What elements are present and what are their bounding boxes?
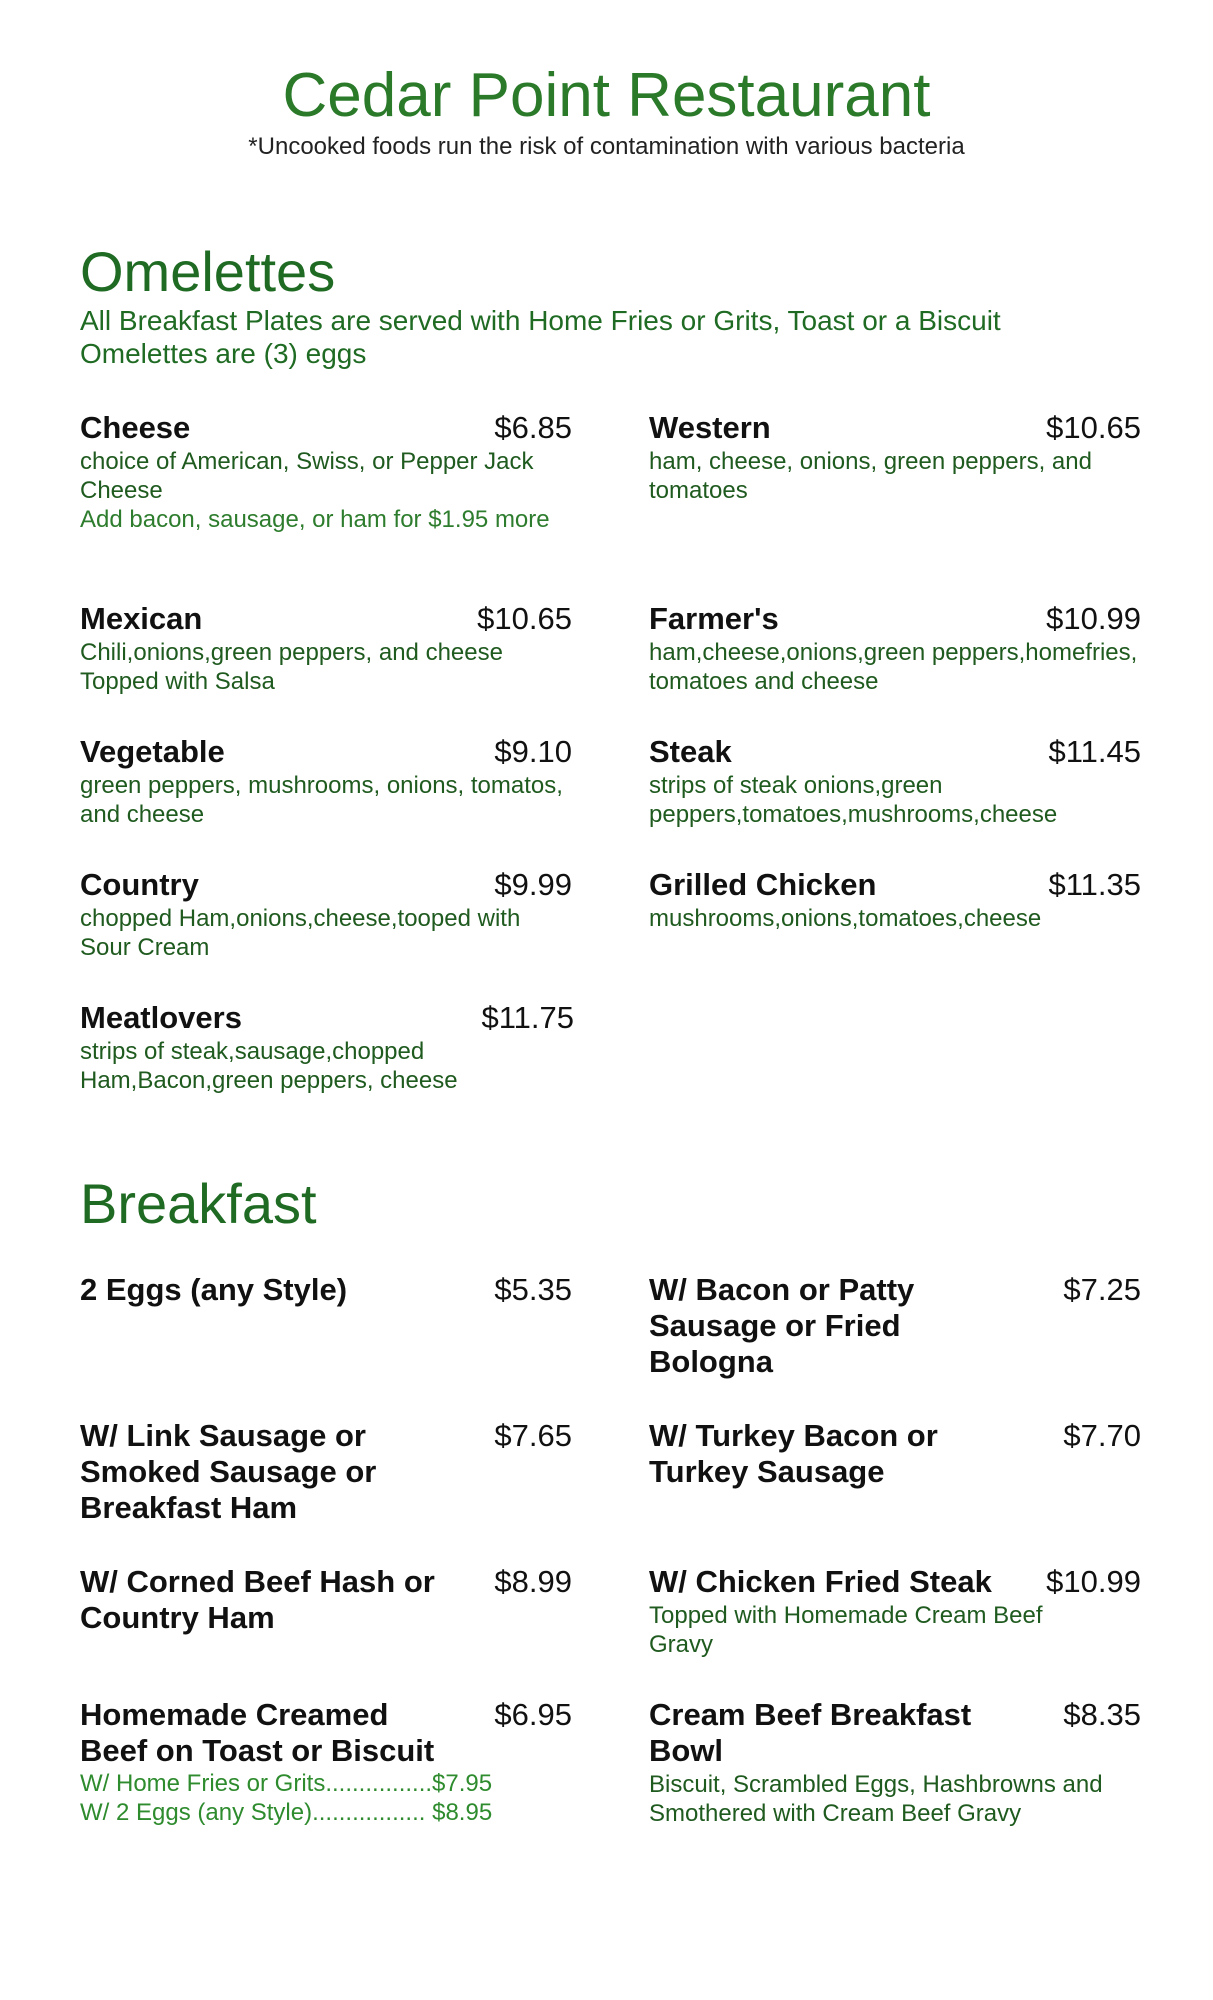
item-name: Cream Beef Breakfast Bowl [649, 1697, 972, 1768]
item-name: W/ Link Sausage or Smoked Sausage or Breakfast Ham [80, 1418, 377, 1525]
item-price: $7.25 [1063, 1272, 1141, 1307]
item-description: ham,cheese,onions,green peppers,homefries, tomatoes and cheese [649, 639, 1138, 695]
item-description: mushrooms,onions,tomatoes,cheese [649, 905, 1042, 932]
menu-item-creamed-beef [80, 1697, 572, 1827]
menu-item-vegetable-omelette [80, 734, 572, 829]
item-description: Biscuit, Scrambled Eggs, Hashbrowns and Smothered with Cream Beef Gravy [649, 1771, 1103, 1827]
item-name: W/ Turkey Bacon or Turkey Sausage [649, 1418, 938, 1489]
item-price: $10.99 [1046, 601, 1141, 636]
menu-item-chicken-fried-steak [649, 1564, 1141, 1659]
item-name: Steak [649, 734, 732, 769]
menu-item-bacon-patty-bologna [649, 1272, 1141, 1380]
item-name: Western [649, 410, 771, 445]
menu-item-farmers-omelette [649, 601, 1141, 696]
menu-item-turkey-bacon [649, 1418, 1141, 1490]
item-option-home-fries: W/ Home Fries or Grits................$7.95 [80, 1770, 493, 1797]
item-price: $11.45 [1048, 734, 1141, 769]
item-description: strips of steak onions,green peppers,tomatoes,mushrooms,cheese [649, 772, 1058, 828]
item-name: W/ Bacon or Patty Sausage or Fried Bologna [649, 1272, 915, 1379]
omelettes-heading: Omelettes [80, 240, 336, 303]
menu-item-link-sausage [80, 1418, 572, 1526]
item-description: Topped with Homemade Cream Beef Gravy [649, 1602, 1043, 1658]
menu-item-country-omelette [80, 867, 572, 962]
item-name: Homemade Creamed Beef on Toast or Biscuit [80, 1697, 435, 1768]
breakfast-heading: Breakfast [80, 1172, 317, 1235]
item-price: $8.35 [1063, 1697, 1141, 1732]
item-description: green peppers, mushrooms, onions, tomatos, and cheese [80, 772, 563, 828]
menu-item-meatlovers-omelette [80, 1000, 572, 1095]
item-price: $9.10 [494, 734, 572, 769]
item-name: Meatlovers [80, 1000, 242, 1035]
menu-item-western-omelette [649, 410, 1141, 505]
item-description: Chili,onions,green peppers, and cheese Topped with Salsa [80, 639, 503, 695]
omelettes-note-sides: All Breakfast Plates are served with Home Fries or Grits, Toast or a Biscuit [80, 305, 1001, 336]
item-price: $10.99 [1046, 1564, 1141, 1599]
item-name: Vegetable [80, 734, 225, 769]
omelettes-note-eggs: Omelettes are (3) eggs [80, 338, 367, 369]
item-price: $6.95 [494, 1697, 572, 1732]
item-name: Grilled Chicken [649, 867, 877, 902]
item-name: Cheese [80, 410, 191, 445]
item-add-on: Add bacon, sausage, or ham for $1.95 more [80, 506, 550, 533]
food-safety-warning: *Uncooked foods run the risk of contamination with various bacteria [248, 133, 965, 160]
menu-item-grilled-chicken-omelette [649, 867, 1141, 933]
item-price: $11.35 [1048, 867, 1141, 902]
item-name: 2 Eggs (any Style) [80, 1272, 348, 1307]
item-price: $9.99 [494, 867, 572, 902]
item-option-two-eggs: W/ 2 Eggs (any Style)................. $8.95 [80, 1799, 493, 1826]
menu-item-cream-beef-bowl [649, 1697, 1141, 1828]
item-price: $6.85 [494, 410, 572, 445]
item-price: $7.70 [1063, 1418, 1141, 1453]
menu-item-cheese-omelette [80, 410, 572, 534]
item-name: W/ Chicken Fried Steak [649, 1564, 992, 1599]
item-price: $5.35 [494, 1272, 572, 1307]
item-description: choice of American, Swiss, or Pepper Jack Cheese [80, 448, 534, 504]
restaurant-name: Cedar Point Restaurant [282, 61, 931, 130]
item-name: W/ Corned Beef Hash or Country Ham [80, 1564, 435, 1635]
item-price: $10.65 [477, 601, 572, 636]
menu-item-mexican-omelette [80, 601, 572, 696]
item-description: strips of steak,sausage,chopped Ham,Bacon,green peppers, cheese [80, 1038, 458, 1094]
item-description: chopped Ham,onions,cheese,tooped with Sour Cream [80, 905, 521, 961]
item-price: $11.75 [481, 1000, 574, 1035]
menu-item-corned-beef-hash [80, 1564, 572, 1636]
menu-item-steak-omelette [649, 734, 1141, 829]
item-price: $8.99 [494, 1564, 572, 1599]
item-price: $7.65 [494, 1418, 572, 1453]
item-name: Country [80, 867, 199, 902]
item-name: Farmer's [649, 601, 779, 636]
item-name: Mexican [80, 601, 203, 636]
item-price: $10.65 [1046, 410, 1141, 445]
item-description: ham, cheese, onions, green peppers, and tomatoes [649, 448, 1092, 504]
menu-item-two-eggs [80, 1272, 572, 1308]
